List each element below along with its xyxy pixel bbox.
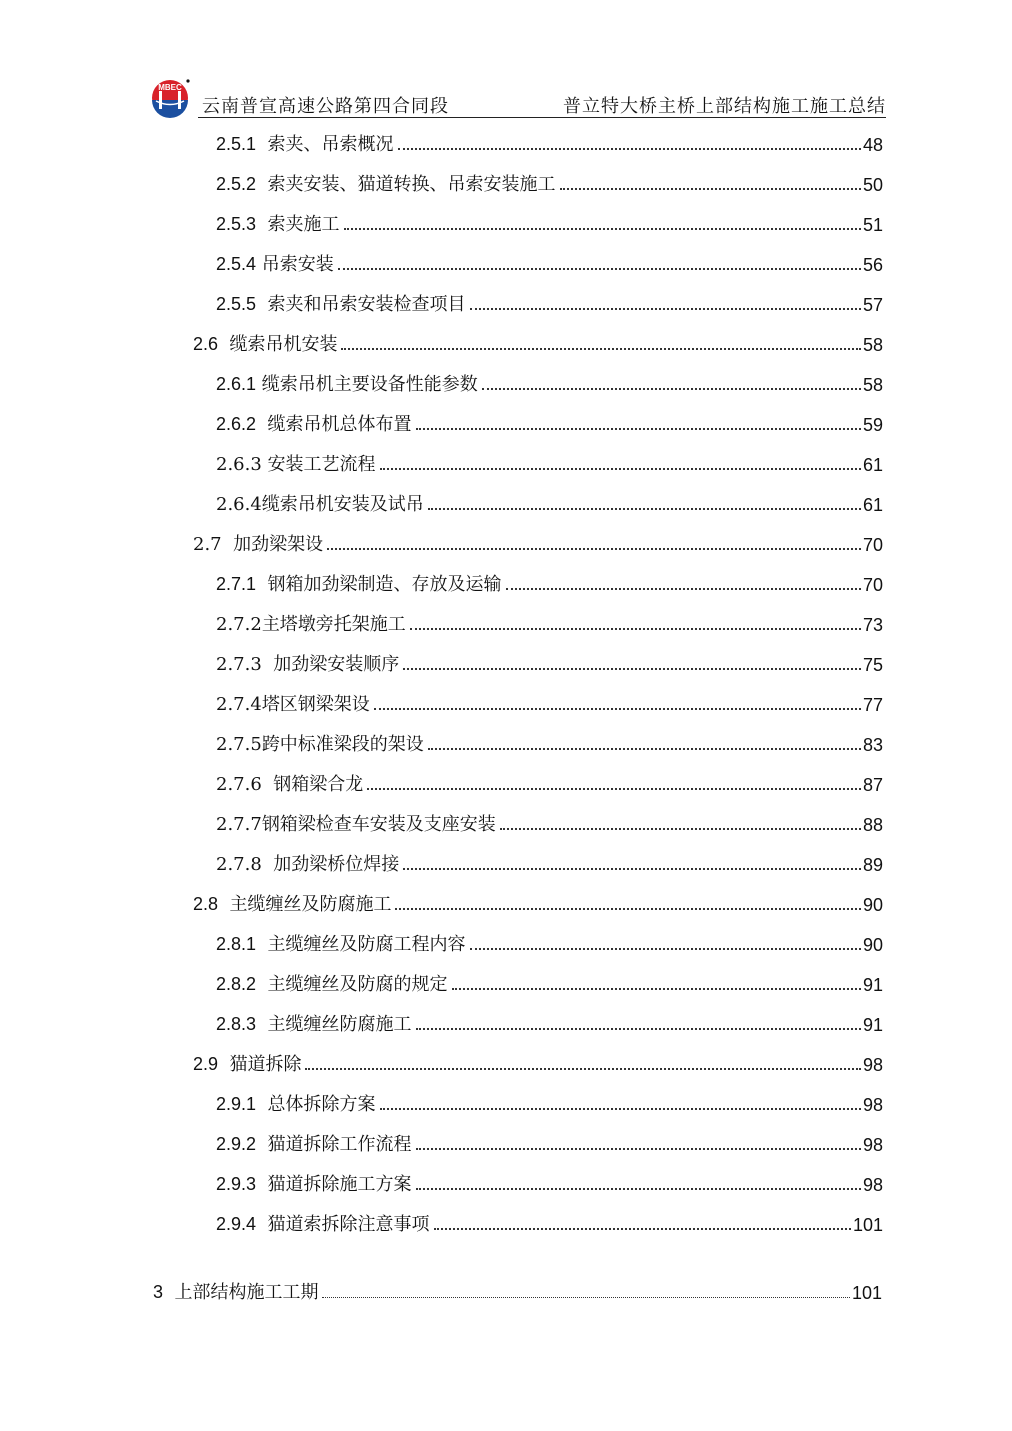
toc-entry[interactable] — [216, 170, 883, 196]
dot-leader — [416, 1027, 861, 1030]
toc-entry[interactable] — [216, 410, 883, 436]
dot-leader — [374, 707, 861, 710]
toc-page-number: 57 — [862, 295, 883, 315]
toc-title: 索夹安装、猫道转换、吊索安装施工 — [267, 174, 556, 195]
toc-page-number: 75 — [862, 655, 883, 675]
toc-number: 2.9.2 — [216, 1134, 257, 1154]
toc-title: 主塔墩旁托架施工 — [261, 614, 406, 635]
toc-page-number: 83 — [862, 735, 883, 755]
toc-title: 索夹、吊索概况 — [267, 134, 394, 155]
toc-page-number: 58 — [862, 335, 883, 355]
toc-title: 加劲梁架设 — [233, 534, 324, 555]
toc-title: 主缆缠丝及防腐施工 — [229, 894, 392, 915]
toc-title: 猫道拆除施工方案 — [267, 1174, 412, 1195]
toc-number: 2.5.3 — [216, 214, 257, 234]
toc-title: 主缆缠丝及防腐的规定 — [267, 974, 448, 995]
toc-title: 猫道索拆除注意事项 — [267, 1214, 430, 1235]
toc-number: 2.7.8 — [216, 854, 262, 875]
toc-entry[interactable] — [216, 730, 883, 756]
toc-page-number: 98 — [862, 1095, 883, 1115]
toc-entry[interactable] — [216, 1170, 883, 1196]
toc-number: 2.8.3 — [216, 1014, 257, 1034]
toc-title: 钢箱梁合龙 — [273, 774, 364, 795]
toc-page-number: 50 — [862, 175, 883, 195]
toc-entry[interactable] — [153, 1278, 882, 1304]
toc-number: 2.8 — [193, 894, 219, 914]
toc-number: 2.6.1 — [216, 374, 257, 394]
dot-leader — [403, 667, 861, 670]
dot-leader — [341, 347, 860, 350]
toc-title: 上部结构施工工期 — [174, 1282, 319, 1303]
dot-leader — [416, 427, 861, 430]
toc-page-number: 56 — [862, 255, 883, 275]
dot-leader — [305, 1067, 860, 1070]
dot-leader — [367, 787, 861, 790]
toc-number: 2.6.3 — [216, 454, 262, 475]
dot-leader — [434, 1227, 851, 1230]
toc-page-number: 73 — [862, 615, 883, 635]
toc-number: 2.9.3 — [216, 1174, 257, 1194]
toc-number: 3 — [153, 1282, 164, 1302]
toc-entry[interactable] — [193, 530, 883, 556]
toc-page-number: 101 — [852, 1215, 883, 1235]
dot-leader — [344, 227, 861, 230]
toc-number: 2.7.5 — [216, 734, 262, 755]
toc-entry[interactable] — [216, 250, 883, 276]
toc-number: 2.5.5 — [216, 294, 257, 314]
toc-number: 2.7.6 — [216, 774, 262, 795]
toc-page-number: 88 — [862, 815, 883, 835]
dot-leader — [322, 1296, 849, 1298]
toc-title: 主缆缠丝及防腐工程内容 — [267, 934, 466, 955]
toc-page-number: 101 — [851, 1283, 882, 1303]
toc-number: 2.5.2 — [216, 174, 257, 194]
dot-leader — [327, 547, 861, 550]
toc-title: 索夹和吊索安装检查项目 — [267, 294, 466, 315]
dot-leader — [452, 987, 861, 990]
toc-entry[interactable] — [216, 290, 883, 316]
dot-leader — [470, 307, 861, 310]
toc-entry[interactable] — [216, 650, 883, 676]
toc-title: 吊索安装 — [261, 254, 334, 275]
toc-entry[interactable] — [216, 850, 883, 876]
toc-page-number: 70 — [862, 575, 883, 595]
dot-leader — [506, 587, 861, 590]
toc-entry[interactable] — [216, 1210, 883, 1236]
toc-number: 2.5.4 — [216, 254, 257, 274]
toc-number: 2.6.4 — [216, 494, 262, 515]
toc-number: 2.8.1 — [216, 934, 257, 954]
toc-page-number: 98 — [862, 1055, 883, 1075]
toc-page-number: 98 — [862, 1135, 883, 1155]
toc-title: 缆索吊机安装及试吊 — [261, 494, 424, 515]
toc-title: 跨中标准梁段的架设 — [261, 734, 424, 755]
toc-entry[interactable] — [193, 330, 883, 356]
toc-entry[interactable] — [216, 1130, 883, 1156]
toc-title: 塔区钢梁架设 — [261, 694, 370, 715]
dot-leader — [338, 267, 861, 270]
toc-page-number: 91 — [862, 1015, 883, 1035]
toc-number: 2.9.1 — [216, 1094, 257, 1114]
toc-entry[interactable] — [216, 1010, 883, 1036]
dot-leader — [500, 827, 861, 830]
toc-page-number: 90 — [862, 935, 883, 955]
dot-leader — [482, 387, 861, 390]
dot-leader — [398, 147, 861, 150]
toc-title: 钢箱加劲梁制造、存放及运输 — [267, 574, 502, 595]
dot-leader — [428, 507, 861, 510]
toc-entry[interactable] — [216, 570, 883, 596]
toc-page-number: 91 — [862, 975, 883, 995]
header-project-name: 云南普宣高速公路第四合同段 — [202, 96, 449, 117]
dot-leader — [410, 627, 861, 630]
dot-leader — [428, 747, 861, 750]
toc-title: 索夹施工 — [267, 214, 340, 235]
toc-entry[interactable] — [216, 930, 883, 956]
toc-entry[interactable] — [216, 210, 883, 236]
toc-entry[interactable] — [216, 690, 883, 716]
toc-title: 总体拆除方案 — [267, 1094, 376, 1115]
toc-number: 2.8.2 — [216, 974, 257, 994]
toc-number: 2.7.4 — [216, 694, 262, 715]
toc-title: 加劲梁安装顺序 — [273, 654, 400, 675]
toc-number: 2.7.7 — [216, 814, 262, 835]
toc-number: 2.7.2 — [216, 614, 262, 635]
toc-entry[interactable] — [193, 1050, 883, 1076]
toc-entry[interactable] — [216, 1090, 883, 1116]
header-document-title: 普立特大桥主桥上部结构施工施工总结 — [563, 96, 886, 117]
dot-leader — [380, 1107, 861, 1110]
toc-page-number: 51 — [862, 215, 883, 235]
dot-leader — [395, 907, 860, 910]
toc-entry[interactable] — [216, 770, 883, 796]
toc-number: 2.7.3 — [216, 654, 262, 675]
toc-page-number: 61 — [862, 495, 883, 515]
toc-page-number: 59 — [862, 415, 883, 435]
toc-entry[interactable] — [216, 450, 883, 476]
toc-title: 缆索吊机主要设备性能参数 — [261, 374, 478, 395]
toc-title: 缆索吊机安装 — [229, 334, 338, 355]
toc-page-number: 58 — [862, 375, 883, 395]
toc-number: 2.6.2 — [216, 414, 257, 434]
toc-entry[interactable] — [216, 130, 883, 156]
toc-page-number: 98 — [862, 1175, 883, 1195]
toc-page-number: 70 — [862, 535, 883, 555]
toc-title: 钢箱梁检查车安装及支座安装 — [261, 814, 496, 835]
toc-title: 主缆缠丝防腐施工 — [267, 1014, 412, 1035]
toc-number: 2.6 — [193, 334, 219, 354]
toc-number: 2.7.1 — [216, 574, 257, 594]
toc-title: 加劲梁桥位焊接 — [273, 854, 400, 875]
toc-title: 安装工艺流程 — [267, 454, 376, 475]
toc-number: 2.9.4 — [216, 1214, 257, 1234]
toc-page-number: 77 — [862, 695, 883, 715]
toc-title: 缆索吊机总体布置 — [267, 414, 412, 435]
toc-entry[interactable] — [216, 810, 883, 836]
dot-leader — [416, 1147, 861, 1150]
toc-page-number: 90 — [862, 895, 883, 915]
toc-entry[interactable] — [216, 490, 883, 516]
toc-entry[interactable] — [216, 370, 883, 396]
toc-page-number: 89 — [862, 855, 883, 875]
toc-page-number: 61 — [862, 455, 883, 475]
dot-leader — [470, 947, 861, 950]
dot-leader — [380, 467, 861, 470]
toc-entry[interactable] — [216, 610, 883, 636]
toc-number: 2.7 — [193, 534, 222, 555]
toc-entry[interactable] — [216, 970, 883, 996]
dot-leader — [416, 1187, 861, 1190]
dot-leader — [403, 867, 861, 870]
toc-title: 猫道拆除工作流程 — [267, 1134, 412, 1155]
toc-page-number: 48 — [862, 135, 883, 155]
dot-leader — [560, 187, 861, 190]
logo-text: MBEC — [158, 83, 182, 92]
toc-page-number: 87 — [862, 775, 883, 795]
toc-title: 猫道拆除 — [229, 1054, 302, 1075]
toc-entry[interactable] — [193, 890, 883, 916]
toc-number: 2.5.1 — [216, 134, 257, 154]
toc-number: 2.9 — [193, 1054, 219, 1074]
